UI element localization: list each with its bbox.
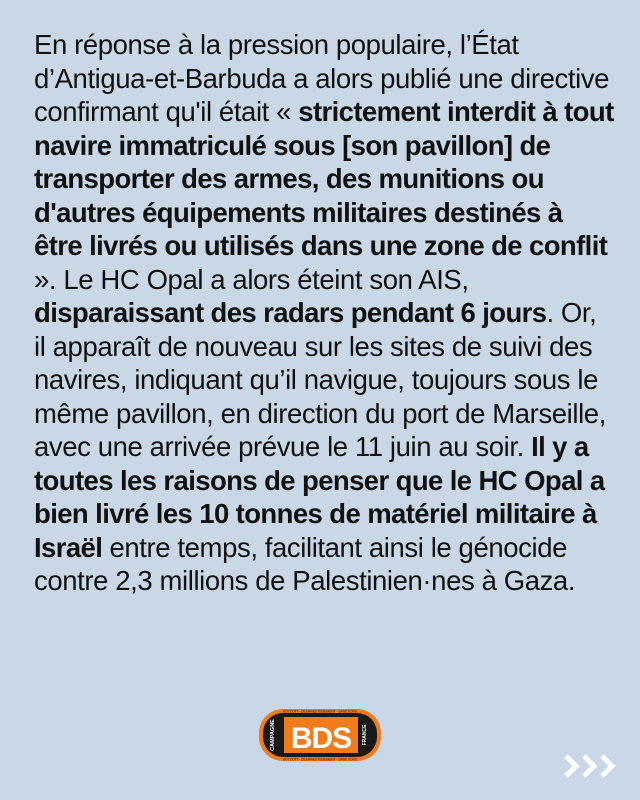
text-segment: entre temps, facilitant ainsi le génocide contre 2,3 millions de Palestinien·nes à Gaza. bbox=[34, 531, 576, 596]
svg-text:CAMPAGNE: CAMPAGNE bbox=[270, 719, 276, 751]
bds-campaign-logo bbox=[258, 708, 382, 762]
text-segment: En réponse à la pression populaire, l’État d’Antigua-et-Barbuda a alors publié une directive confirmant qu'il était « bbox=[34, 29, 610, 127]
svg-text:BDS: BDS bbox=[290, 722, 352, 755]
svg-text:BOYCOTT · DÉSINVESTISSEMENT ·: BOYCOTT · DÉSINVESTISSEMENT · SANCTIONS bbox=[283, 757, 357, 762]
text-segment: . Or, il apparaît de nouveau sur les sites de suivi des navires, indiquant qu’il navigue, toujours sous le même pavillon, en direction du port de Marseille, avec une arrivée prévue le 11 juin au soir. bbox=[34, 297, 606, 462]
text-segment-bold: disparaissant des radars pendant 6 jours bbox=[34, 297, 547, 328]
svg-text:BOYCOTT · DÉSINVESTISSEMENT ·: BOYCOTT · DÉSINVESTISSEMENT · SANCTIONS bbox=[283, 709, 357, 714]
text-segment: ». Le HC Opal a alors éteint son AIS, bbox=[34, 263, 469, 295]
svg-text:FRANCE: FRANCE bbox=[362, 724, 368, 746]
text-segment-bold: Il y a toutes les raisons de penser que le HC Opal a bien livré les 10 tonnes de matériel militaire à Israël bbox=[34, 431, 605, 563]
chevron-triple-right-icon[interactable] bbox=[562, 752, 624, 780]
post-body-text bbox=[34, 28, 614, 598]
text-segment-bold: strictement interdit à tout navire immatriculé sous [son pavillon] de transporter des armes, des munitions ou d'autres équipements militaires destinés à être livrés ou utilisés dans une zone de conflit bbox=[34, 96, 614, 261]
